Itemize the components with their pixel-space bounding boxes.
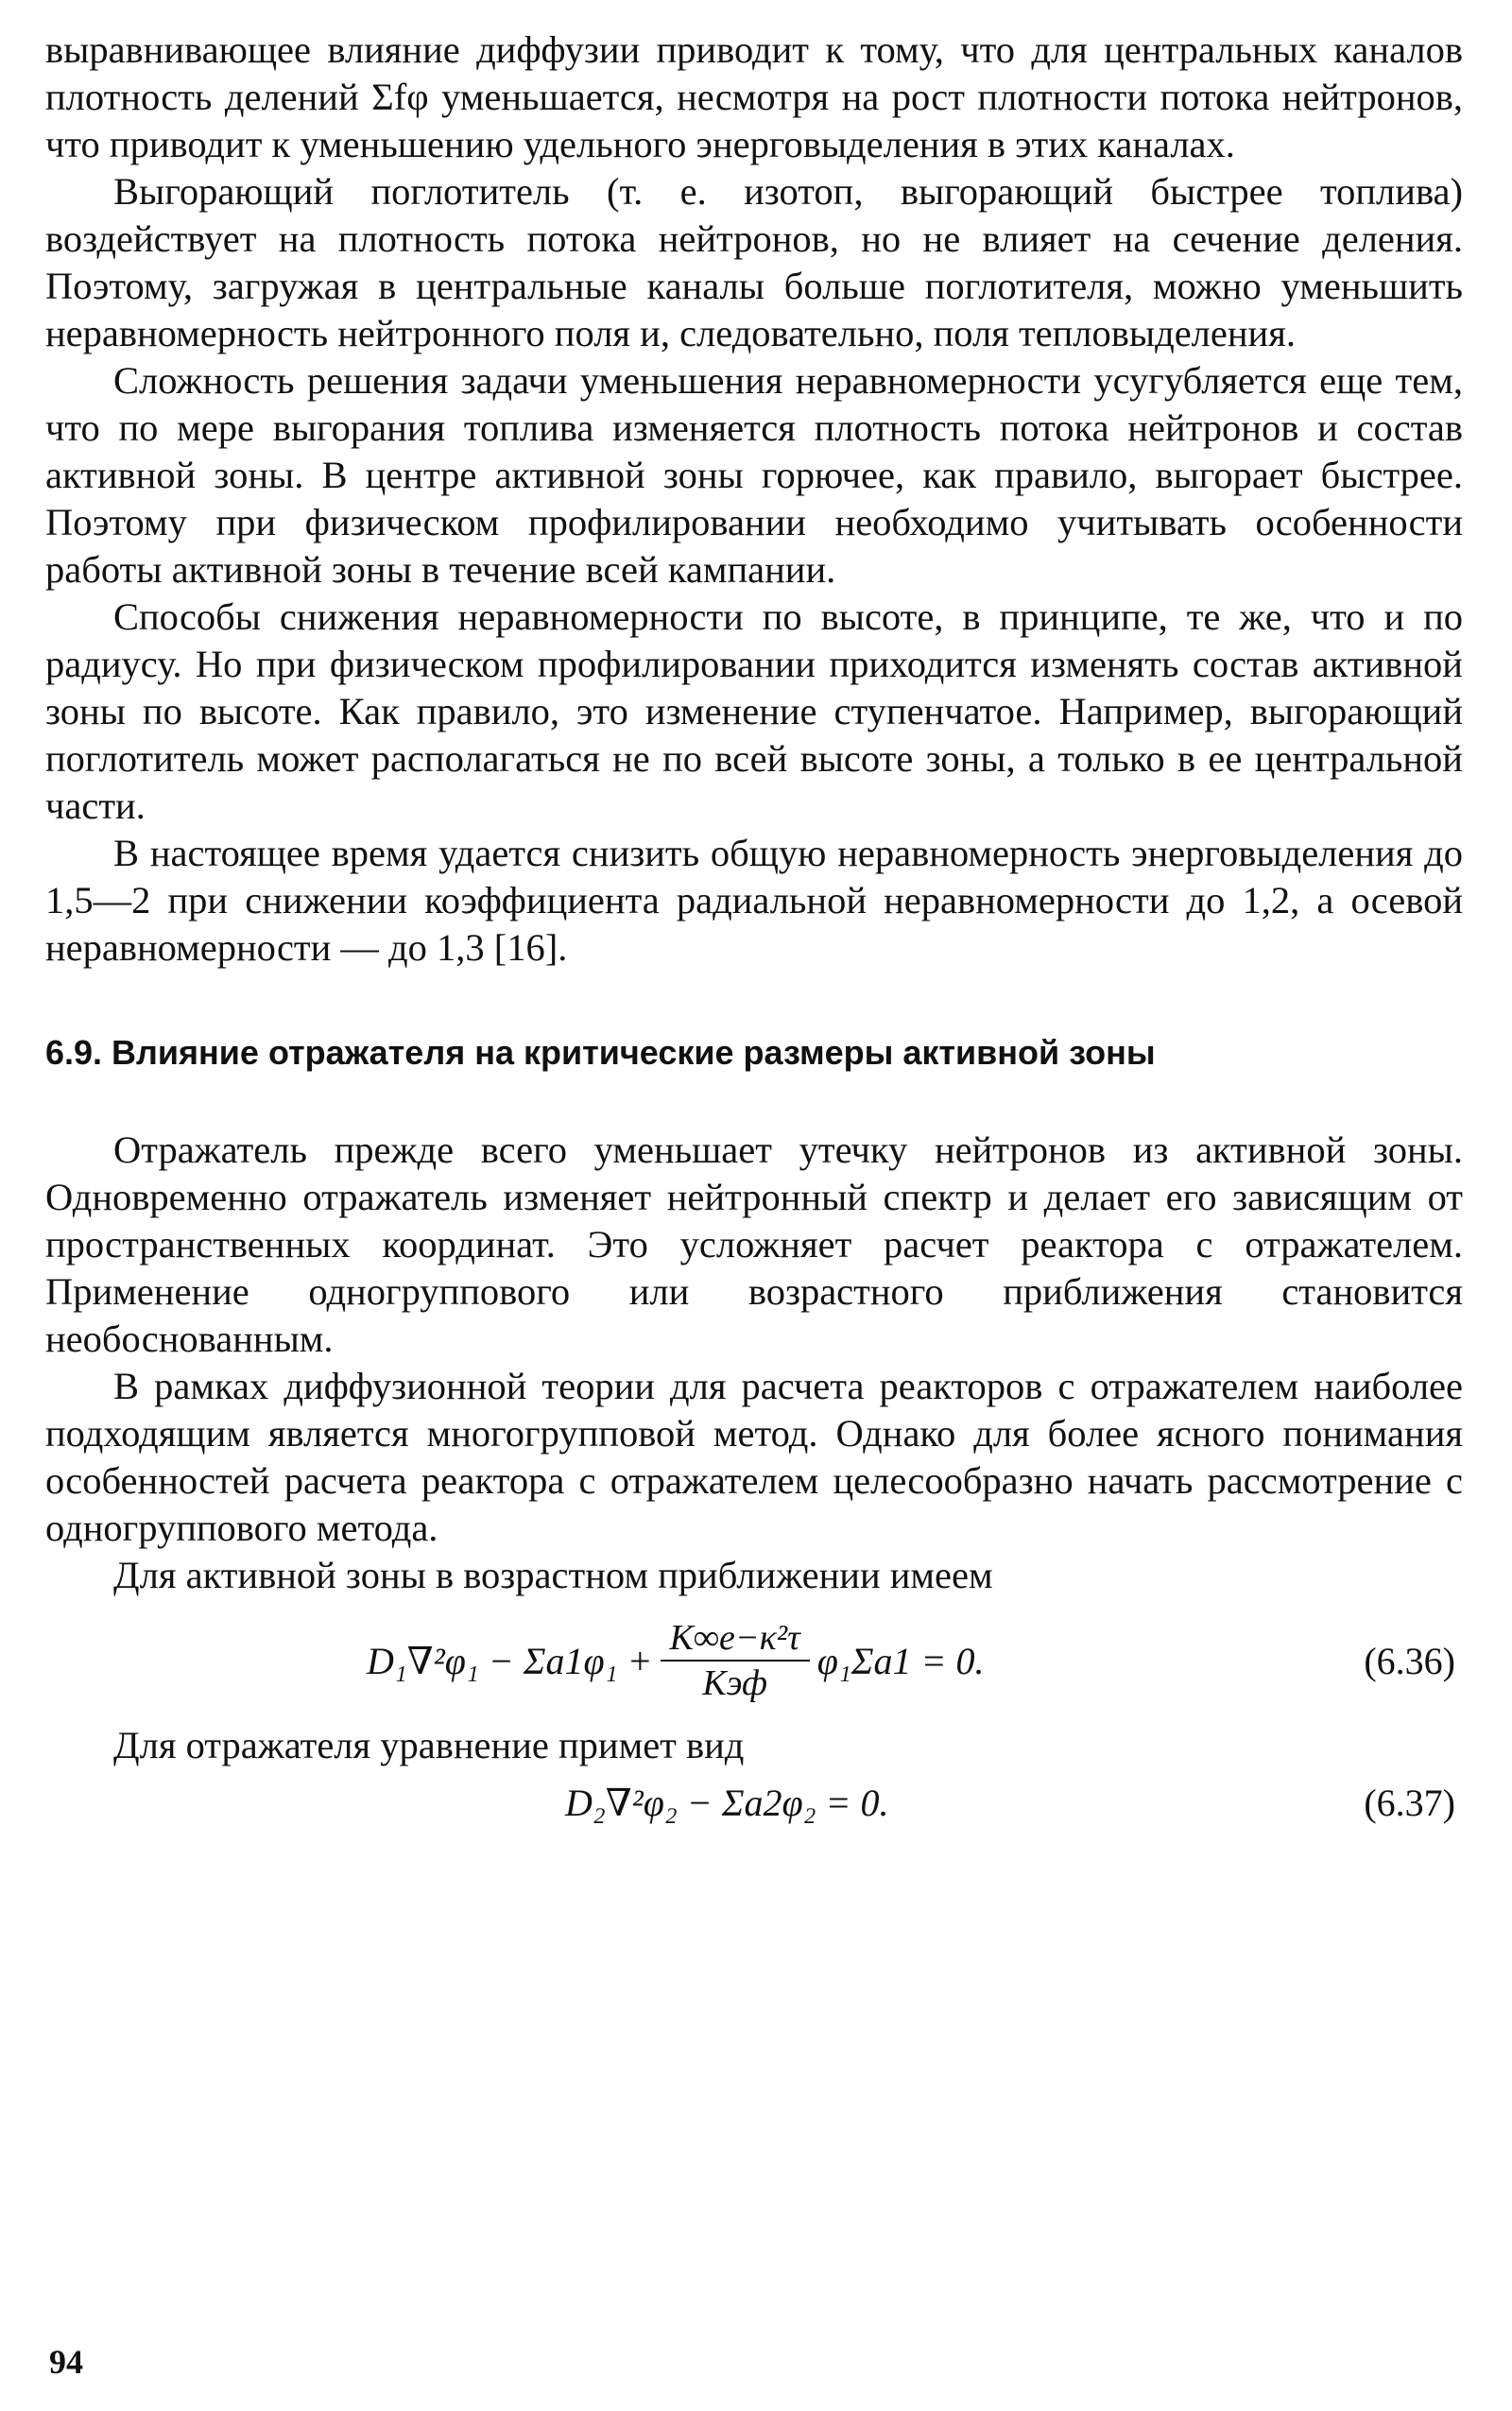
equation-6-36 <box>45 1599 1463 1722</box>
paragraph-reflector-intro: Отражатель прежде всего уменьшает утечку нейтронов из активной зоны. Одновременно отражатель изменяет нейтронный спектр и делает его зависящим от пространственных координат. Это усложняет расчет реактора с отражателем. Применение одногруппового или возрастного приближения становится необоснованным. <box>45 1128 1463 1360</box>
paragraph-reflector-equation: Для отражателя уравнение примет вид <box>113 1724 745 1766</box>
paragraph-complexity: Сложность решения задачи уменьшения неравномерности усугубляется еще тем, что по мере выгорания топлива изменяется плотность потока нейтронов и состав активной зоны. В центре активной зоны горючее, как правило, выгорает быстрее. Поэтому при физическом профилировании необходимо учитывать особенности работы активной зоны в течение всей кампании. <box>45 359 1463 591</box>
equation-6-36-left: D₁∇²φ₁ − Σa1φ₁ + <box>367 1639 653 1682</box>
equation-6-36-fraction <box>661 1616 810 1705</box>
fraction-denominator: Kэф <box>702 1663 767 1703</box>
equation-6-37 <box>45 1769 1463 1835</box>
page-number: 94 <box>49 2343 83 2381</box>
spacer <box>45 1074 1463 1127</box>
equation-number-6-37: (6.37) <box>1364 1781 1455 1824</box>
fraction-numerator: K∞e−κ²τ <box>669 1618 800 1658</box>
paragraph-current-state: В настоящее время удается снизить общую неравномерность энерговыделения до 1,5—2 при снижении коэффициента радиальной неравномерности до 1,2, а осевой неравномерности — до 1,3 [16]. <box>45 832 1463 969</box>
equation-number-6-36: (6.36) <box>1364 1639 1455 1682</box>
paragraph-continued: выравнивающее влияние диффузии приводит к тому, что для центральных каналов плотность делений Σfφ уменьшается, несмотря на рост плотности потока нейтронов, что приводит к уменьшению удельного энерговыделения в этих каналах. <box>45 28 1463 165</box>
page-content <box>45 26 1463 1835</box>
spacer <box>45 972 1463 1032</box>
paragraph-core-age: Для активной зоны в возрастном приближении имеем <box>113 1554 993 1596</box>
section-heading: 6.9. Влияние отражателя на критические размеры активной зоны <box>45 1033 1156 1072</box>
equation-6-36-body <box>367 1599 985 1722</box>
paragraph-diffusion-theory: В рамках диффузионной теории для расчета реакторов с отражателем наиболее подходящим является многогрупповой метод. Однако для более ясного понимания особенностей расчета реактора с отражателем целесообразно начать рассмотрение с одногруппового метода. <box>45 1365 1463 1549</box>
paragraph-burnable-absorber: Выгорающий поглотитель (т. е. изотоп, выгорающий быстрее топлива) воздействует на плотность потока нейтронов, но не влияет на сечение деления. Поэтому, загружая в центральные каналы больше поглотителя, можно уменьшить неравномерность нейтронного поля и, следовательно, поля тепловыделения. <box>45 170 1463 354</box>
equation-6-37-body: D₂∇²φ₂ − Σa2φ₂ = 0. <box>565 1781 889 1824</box>
paragraph-height-methods: Способы снижения неравномерности по высоте, в принципе, те же, что и по радиусу. Но при физическом профилировании приходится изменять состав активной зоны по высоте. Как правило, это изменение ступенчатое. Например, выгорающий поглотитель может располагаться не по всей высоте зоны, а только в ее центральной части. <box>45 595 1463 827</box>
equation-6-36-right: φ₁Σa1 = 0. <box>816 1639 985 1682</box>
